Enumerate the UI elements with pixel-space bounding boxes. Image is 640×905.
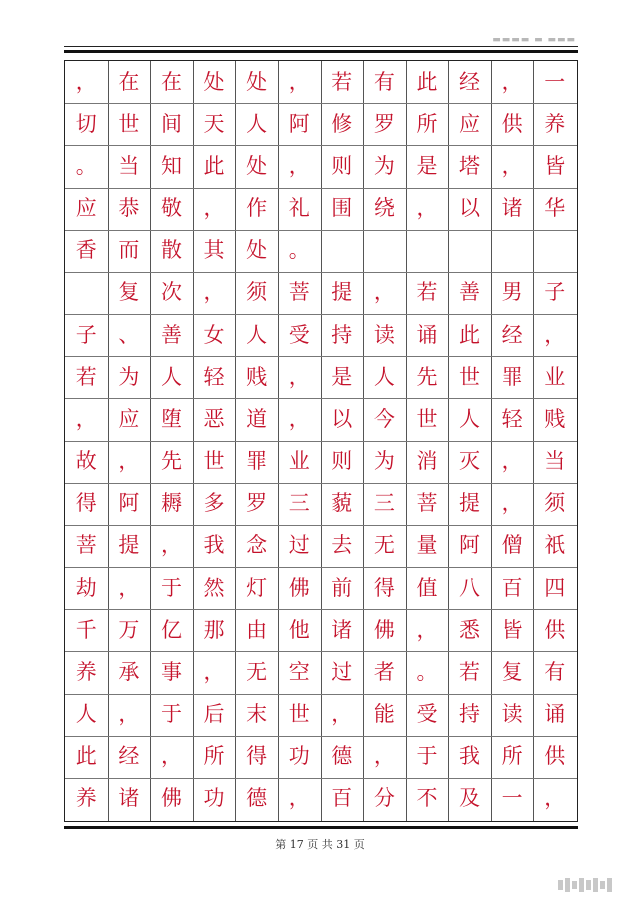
character-cell: ， [203,659,225,684]
character-cell: 得 [373,575,395,600]
character-cell: 一 [501,786,523,811]
watermark-mark [558,878,612,892]
character-cell: 提 [118,533,140,558]
character-cell: 人 [246,322,268,347]
character-cell: 当 [118,153,140,178]
character-cell: 空 [288,659,310,684]
character-cell: 功 [203,786,225,811]
character-cell: 德 [331,744,353,769]
character-cell: 世 [288,702,310,727]
character-cell [533,230,576,272]
character-cell: 读 [501,702,523,727]
character-cell: 养 [544,111,566,136]
character-cell: 、 [118,322,140,347]
character-cell: 百 [331,786,353,811]
page-footer: 第 17 页 共 31 页 [275,838,365,851]
character-cell: 阿 [459,533,481,558]
character-cell: 于 [160,702,182,727]
character-cell: 灭 [459,449,481,474]
character-cell: 业 [544,364,566,389]
character-cell: 无 [373,533,395,558]
character-cell: 无 [246,659,268,684]
character-cell: 则 [331,153,353,178]
character-cell: 此 [416,69,438,94]
character-cell: 世 [416,406,438,431]
character-cell: 围 [331,196,353,221]
character-cell: 及 [459,786,481,811]
character-cell: 贱 [246,364,268,389]
character-cell: 若 [416,280,438,305]
character-cell: 若 [331,69,353,94]
character-cell: 功 [288,744,310,769]
character-cell: 在 [118,69,140,94]
character-cell: 复 [501,659,523,684]
character-cell: ， [501,449,523,474]
character-cell: 阿 [288,111,310,136]
character-cell: 修 [331,111,353,136]
character-cell: 业 [288,449,310,474]
character-cell: 次 [160,280,182,305]
character-cell: 若 [459,659,481,684]
character-cell: ， [373,280,395,305]
character-cell: 菩 [288,280,310,305]
character-cell: ， [118,702,140,727]
character-cell: 善 [459,280,481,305]
character-cell: 三 [373,491,395,516]
character-cell: 诸 [501,196,523,221]
character-cell: 以 [331,406,353,431]
character-cell: ， [75,406,97,431]
character-cell: 子 [544,280,566,305]
character-cell: 提 [331,280,353,305]
character-cell: ， [288,364,310,389]
character-cell: ， [75,69,97,94]
character-cell: 人 [160,364,182,389]
character-cell: 为 [373,449,395,474]
character-cell: 量 [416,533,438,558]
character-cell: 罗 [373,111,395,136]
character-cell: ， [331,702,353,727]
character-cell: 人 [75,702,97,727]
character-cell: 处 [246,69,268,94]
character-cell: 后 [203,702,225,727]
character-cell: 所 [416,111,438,136]
character-cell: 佛 [373,617,395,642]
character-cell: ， [373,744,395,769]
character-cell: 罗 [246,491,268,516]
character-cell: 耨 [160,491,182,516]
character-cell: ， [288,786,310,811]
character-cell: 过 [288,533,310,558]
character-cell [491,230,534,272]
character-cell: 佛 [160,786,182,811]
character-cell: 须 [246,280,268,305]
character-cell: 应 [459,111,481,136]
character-cell: 此 [75,744,97,769]
character-cell: 提 [459,491,481,516]
character-cell: 佛 [288,575,310,600]
character-cell: 读 [373,322,395,347]
character-cell: ， [118,449,140,474]
character-cell: 经 [118,744,140,769]
character-cell: 知 [160,153,182,178]
character-cell [65,272,108,314]
character-cell: 香 [75,238,97,263]
character-cell: ， [416,196,438,221]
character-cell: 切 [75,111,97,136]
character-cell: 供 [501,111,523,136]
character-cell: 万 [118,617,140,642]
character-cell: 末 [246,702,268,727]
character-cell: 恭 [118,196,140,221]
character-cell: 罪 [501,364,523,389]
character-cell [363,230,406,272]
character-cell: 经 [501,322,523,347]
character-cell: 持 [459,702,481,727]
character-cell: 持 [331,322,353,347]
character-cell: 以 [459,196,481,221]
character-cell: 处 [246,238,268,263]
character-cell: 菩 [75,533,97,558]
character-cell: 三 [288,491,310,516]
character-cell: 劫 [75,575,97,600]
character-cell: 处 [246,153,268,178]
character-cell: 藐 [331,491,353,516]
character-cell: 轻 [203,364,225,389]
character-cell: 灯 [246,575,268,600]
character-cell: 此 [459,322,481,347]
character-cell: 男 [501,280,523,305]
character-cell: 一 [544,69,566,94]
character-cell [321,230,364,272]
character-cell: 是 [331,364,353,389]
character-cell: 于 [160,575,182,600]
character-cell: 世 [118,111,140,136]
bottom-rule [64,826,578,829]
character-cell: 天 [203,111,225,136]
character-cell: 念 [246,533,268,558]
character-cell: 应 [118,406,140,431]
character-cell: 华 [544,196,566,221]
character-cell: 有 [373,69,395,94]
character-cell: 千 [75,617,97,642]
character-cell: 先 [416,364,438,389]
character-cell: 亿 [160,617,182,642]
character-cell: 诸 [331,617,353,642]
character-cell: 恶 [203,406,225,431]
character-cell: 我 [459,744,481,769]
character-cell: ， [501,69,523,94]
character-cell: 皆 [544,153,566,178]
character-cell: 诸 [118,786,140,811]
character-cell: ， [416,617,438,642]
character-cell: 供 [544,744,566,769]
character-cell: 。 [416,659,438,684]
character-cell: 所 [203,744,225,769]
character-cell: 散 [160,238,182,263]
character-cell: 经 [459,69,481,94]
character-cell: 作 [246,196,268,221]
character-cell: 值 [416,575,438,600]
character-cell: 贱 [544,406,566,431]
character-cell: 有 [544,659,566,684]
character-cell: 世 [203,449,225,474]
character-cell: 人 [459,406,481,431]
character-cell: 不 [416,786,438,811]
character-cell: 绕 [373,196,395,221]
character-cell: 为 [118,364,140,389]
character-cell: 其 [203,238,225,263]
character-cell: 处 [203,69,225,94]
character-cell: ， [203,280,225,305]
character-cell: 而 [118,238,140,263]
character-cell: 前 [331,575,353,600]
character-cell: 养 [75,786,97,811]
character-cell: 分 [373,786,395,811]
character-cell: 应 [75,196,97,221]
character-cell: 受 [288,322,310,347]
character-cell: ， [160,744,182,769]
character-cell: 能 [373,702,395,727]
character-cell: 子 [75,322,97,347]
character-cell: 于 [416,744,438,769]
character-cell: 得 [246,744,268,769]
character-cell: 故 [75,449,97,474]
header-faint-mark: ▬▬▬▬ ▬ ▬▬▬ [492,35,576,45]
character-cell: 多 [203,491,225,516]
character-cell: 得 [75,491,97,516]
character-cell: ， [501,491,523,516]
character-cell: ， [203,196,225,221]
character-cell: 僧 [501,533,523,558]
character-cell: 供 [544,617,566,642]
character-cell: 善 [160,322,182,347]
character-cell: 堕 [160,406,182,431]
character-cell: 。 [288,238,310,263]
calligraphy-grid [64,60,578,822]
character-cell: 阿 [118,491,140,516]
character-cell: 德 [246,786,268,811]
character-cell: 承 [118,659,140,684]
character-cell: 事 [160,659,182,684]
character-cell: ， [160,533,182,558]
character-cell: 为 [373,153,395,178]
character-cell: 敬 [160,196,182,221]
character-cell: 悉 [459,617,481,642]
character-cell: 在 [160,69,182,94]
character-cell: 轻 [501,406,523,431]
character-cell: 然 [203,575,225,600]
character-cell: 所 [501,744,523,769]
character-cell: 今 [373,406,395,431]
character-cell: 我 [203,533,225,558]
character-cell: 养 [75,659,97,684]
character-cell: 罪 [246,449,268,474]
character-cell: 诵 [544,702,566,727]
character-cell: 四 [544,575,566,600]
character-cell: 人 [246,111,268,136]
top-rule [64,50,578,53]
character-cell: 祇 [544,533,566,558]
character-cell: 人 [373,364,395,389]
character-cell: 菩 [416,491,438,516]
character-cell: 复 [118,280,140,305]
character-cell: 若 [75,364,97,389]
top-thin-rule [64,46,578,47]
character-cell: ， [544,786,566,811]
character-cell: 须 [544,491,566,516]
character-cell: 受 [416,702,438,727]
character-cell: 那 [203,617,225,642]
character-cell: 他 [288,617,310,642]
character-cell: 去 [331,533,353,558]
character-cell: ， [288,69,310,94]
character-cell: 女 [203,322,225,347]
character-cell: 消 [416,449,438,474]
character-cell: 间 [160,111,182,136]
character-cell [406,230,449,272]
character-cell: 皆 [501,617,523,642]
character-cell: 世 [459,364,481,389]
character-cell: 由 [246,617,268,642]
character-cell: ， [288,406,310,431]
character-cell: 当 [544,449,566,474]
character-cell: 道 [246,406,268,431]
character-cell: 则 [331,449,353,474]
character-cell: 先 [160,449,182,474]
character-cell: 诵 [416,322,438,347]
character-cell: ， [501,153,523,178]
character-cell: 百 [501,575,523,600]
character-cell: 者 [373,659,395,684]
character-cell: ， [118,575,140,600]
character-cell: 塔 [459,153,481,178]
character-cell: 。 [75,153,97,178]
character-cell: 过 [331,659,353,684]
character-cell: ， [544,322,566,347]
character-cell: ， [288,153,310,178]
character-cell: 是 [416,153,438,178]
character-cell: 礼 [288,196,310,221]
character-cell [448,230,491,272]
character-cell: 八 [459,575,481,600]
character-cell: 此 [203,153,225,178]
